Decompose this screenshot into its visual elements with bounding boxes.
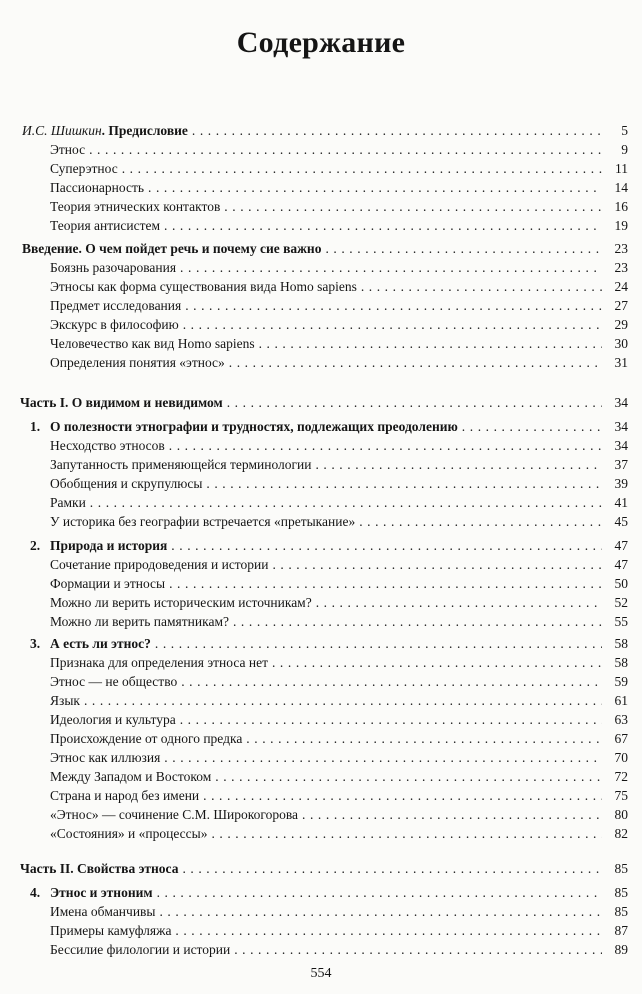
page-ref: 70 xyxy=(614,750,628,765)
entry-label: Происхождение от одного предка . . . xyxy=(50,730,602,748)
entry-label: Страна и народ без имени . . . xyxy=(50,787,602,805)
entry-label: Можно ли верить памятникам? . . . xyxy=(50,613,602,631)
page-ref: 85 xyxy=(614,904,628,919)
toc-part-2[interactable] xyxy=(0,860,642,878)
entry-label: «Этнос» — сочинение С.М. Широкогорова . . . xyxy=(50,806,602,824)
entry-label: Бессилие филологии и истории . . . xyxy=(50,941,602,959)
page-ref: 11 xyxy=(615,161,628,176)
chapter-number: 2. xyxy=(30,538,41,553)
page-ref: 89 xyxy=(614,942,628,957)
toc-entry[interactable] xyxy=(0,673,642,691)
page-ref: 27 xyxy=(614,298,628,313)
chapter-title: Этнос и этноним xyxy=(50,885,153,900)
toc-entry[interactable] xyxy=(0,575,642,593)
page-ref: 30 xyxy=(614,336,628,351)
page-ref: 75 xyxy=(614,788,628,803)
toc-entry[interactable] xyxy=(0,787,642,805)
entry-label: Этносы как форма существования вида Homo sapiens . . . xyxy=(50,278,602,296)
entry-label: Признака для определения этноса нет . . . xyxy=(50,654,602,672)
page-ref: 50 xyxy=(614,576,628,591)
toc-entry[interactable] xyxy=(0,513,642,531)
page-ref: 24 xyxy=(614,279,628,294)
toc-chapter-1[interactable] xyxy=(0,418,642,436)
part-title: Часть I. О видимом и невидимом . . . xyxy=(20,394,602,412)
entry-label: Язык . . . xyxy=(50,692,602,710)
page-ref: 85 xyxy=(614,861,628,876)
entry-label: Предмет исследования . . . xyxy=(50,297,602,315)
chapter-title: А есть ли этнос? xyxy=(50,636,151,651)
toc-entry[interactable] xyxy=(0,494,642,512)
entry-label: Экскурс в философию . . . xyxy=(50,316,602,334)
toc-part-1[interactable] xyxy=(0,394,642,412)
page-ref: 9 xyxy=(621,142,628,157)
page-ref: 31 xyxy=(614,355,628,370)
chapter-title: Природа и история xyxy=(50,538,168,553)
entry-label: Рамки . . . xyxy=(50,494,602,512)
page-ref: 34 xyxy=(614,395,628,410)
page-ref: 85 xyxy=(614,885,628,900)
page-ref: 47 xyxy=(614,538,628,553)
entry-label: Примеры камуфляжа . . . xyxy=(50,922,602,940)
page-ref: 34 xyxy=(614,419,628,434)
entry-label: Теория антисистем . . . xyxy=(50,217,602,235)
toc-entry[interactable] xyxy=(0,160,642,178)
toc-entry[interactable] xyxy=(0,692,642,710)
page-number: 554 xyxy=(310,966,332,981)
entry-label: Определения понятия «этнос» . . . xyxy=(50,354,602,372)
page-ref: 23 xyxy=(614,260,628,275)
entry-label: Суперэтнос . . . xyxy=(50,160,602,178)
page-title: Содержание xyxy=(236,26,406,59)
toc-entry[interactable] xyxy=(0,613,642,631)
entry-label: Несходство этносов . . . xyxy=(50,437,602,455)
page-ref: 5 xyxy=(621,123,628,138)
page-ref: 41 xyxy=(614,495,628,510)
toc-entry[interactable] xyxy=(0,141,642,159)
entry-label: Этнос . . . xyxy=(50,141,602,159)
toc-entry[interactable] xyxy=(0,730,642,748)
entry-label: Боязнь разочарования . . . xyxy=(50,259,602,277)
page-ref: 67 xyxy=(614,731,628,746)
toc-entry[interactable] xyxy=(0,941,642,959)
page-ref: 45 xyxy=(614,514,628,529)
entry-label: Идеология и культура . . . xyxy=(50,711,602,729)
section-title: Введение. О чем пойдет речь и почему сие важно . . . xyxy=(22,240,602,258)
entry-label: Этнос — не общество . . . xyxy=(50,673,602,691)
toc-entry[interactable] xyxy=(0,903,642,921)
entry-label: Этнос как иллюзия . . . xyxy=(50,749,602,767)
toc-entry[interactable] xyxy=(0,922,642,940)
chapter-number: 1. xyxy=(30,419,41,434)
toc-entry[interactable] xyxy=(0,437,642,455)
entry-label: «Состояния» и «процессы» . . . xyxy=(50,825,602,843)
entry-label: Пассионарность . . . xyxy=(50,179,602,197)
toc-entry[interactable] xyxy=(0,259,642,277)
toc-introduction[interactable] xyxy=(0,240,642,258)
toc-entry[interactable] xyxy=(0,556,642,574)
page-ref: 23 xyxy=(614,241,628,256)
preface-title: Предисловие xyxy=(108,123,188,138)
part-title: Часть II. Свойства этноса . . . xyxy=(20,860,602,878)
page-ref: 80 xyxy=(614,807,628,822)
entry-label: Человечество как вид Homo sapiens . . . xyxy=(50,335,602,353)
entry-label: Формации и этносы . . . xyxy=(50,575,602,593)
page-ref: 61 xyxy=(614,693,628,708)
toc-preface[interactable]: И.С. Шишкин. Предисловие . . . 5 xyxy=(0,122,642,140)
page-ref: 55 xyxy=(614,614,628,629)
page-ref: 19 xyxy=(614,218,628,233)
toc-chapter-3[interactable] xyxy=(0,635,642,653)
toc-entry[interactable] xyxy=(0,711,642,729)
toc-entry[interactable] xyxy=(0,825,642,843)
entry-label: Теория этнических контактов . . . xyxy=(50,198,602,216)
toc-entry[interactable] xyxy=(0,806,642,824)
page-ref: 87 xyxy=(614,923,628,938)
page-ref: 58 xyxy=(614,636,628,651)
entry-label: Сочетание природоведения и истории . . . xyxy=(50,556,602,574)
toc-entry[interactable] xyxy=(0,198,642,216)
toc-entry[interactable] xyxy=(0,594,642,612)
entry-label: Запутанность применяющейся терминологии . . . xyxy=(50,456,602,474)
page-ref: 63 xyxy=(614,712,628,727)
page-ref: 47 xyxy=(614,557,628,572)
entry-label: Можно ли верить историческим источникам? . . . xyxy=(50,594,602,612)
toc-entry[interactable] xyxy=(0,654,642,672)
page-ref: 39 xyxy=(614,476,628,491)
page-ref: 72 xyxy=(614,769,628,784)
toc-entry[interactable] xyxy=(0,217,642,235)
toc-entry[interactable] xyxy=(0,278,642,296)
page-ref: 58 xyxy=(614,655,628,670)
page-ref: 34 xyxy=(614,438,628,453)
toc-entry[interactable] xyxy=(0,179,642,197)
chapter-number: 3. xyxy=(30,636,41,651)
toc-entry[interactable] xyxy=(0,316,642,334)
chapter-number: 4. xyxy=(30,885,41,900)
toc-entry[interactable] xyxy=(0,768,642,786)
entry-label: У историка без географии встречается «претыкание» . . . xyxy=(50,513,602,531)
page-ref: 14 xyxy=(614,180,628,195)
page-ref: 37 xyxy=(614,457,628,472)
preface-author: И.С. Шишкин xyxy=(22,123,102,138)
page-ref: 16 xyxy=(614,199,628,214)
toc-entry[interactable] xyxy=(0,335,642,353)
toc-entry[interactable] xyxy=(0,456,642,474)
toc-chapter-2[interactable] xyxy=(0,537,642,555)
page-ref: 82 xyxy=(614,826,628,841)
toc-entry[interactable] xyxy=(0,749,642,767)
toc-entry[interactable] xyxy=(0,297,642,315)
entry-label: Обобщения и скрупулюсы . . . xyxy=(50,475,602,493)
chapter-title: О полезности этнографии и трудностях, подлежащих преодолению xyxy=(50,419,458,434)
entry-label: Между Западом и Востоком . . . xyxy=(50,768,602,786)
page-ref: 52 xyxy=(614,595,628,610)
toc-chapter-4[interactable] xyxy=(0,884,642,902)
entry-label: Имена обманчивы . . . xyxy=(50,903,602,921)
page-ref: 29 xyxy=(614,317,628,332)
toc-entry[interactable] xyxy=(0,354,642,372)
page-ref: 59 xyxy=(614,674,628,689)
toc-entry[interactable] xyxy=(0,475,642,493)
